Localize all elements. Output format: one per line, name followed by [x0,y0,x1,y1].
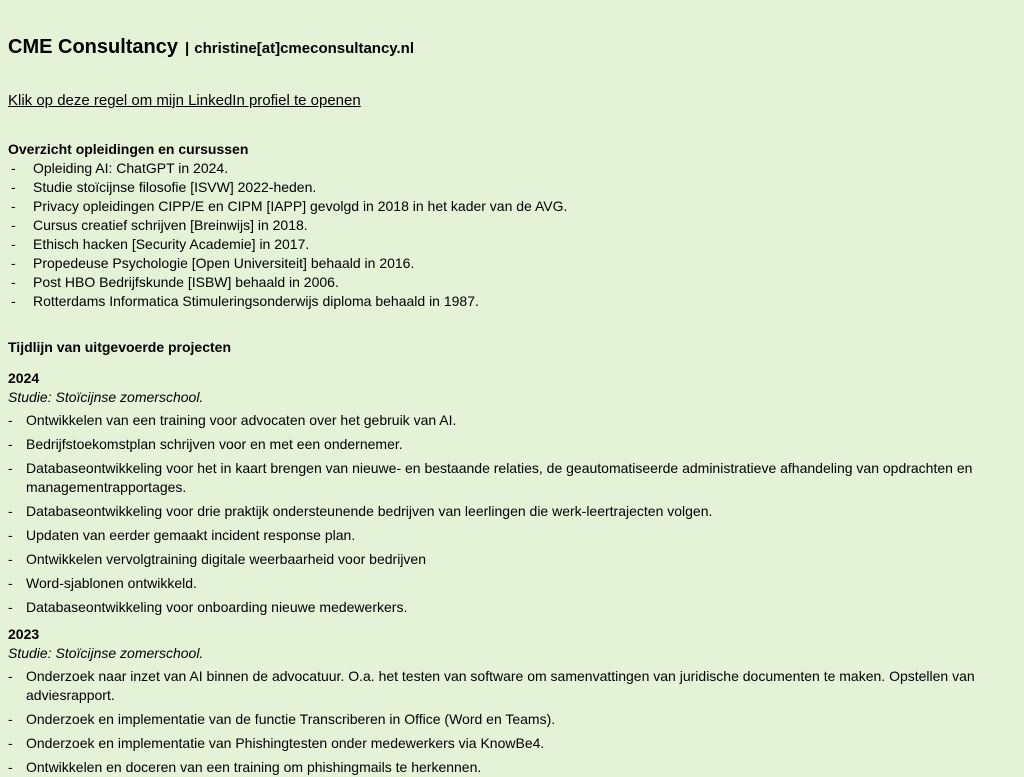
list-item-text: Post HBO Bedrijfskunde [ISBW] behaald in 2006. [33,274,339,290]
bullet-dash: - [8,759,13,775]
list-item [8,710,1016,729]
list-item-text: Propedeuse Psychologie [Open Universiteit] behaald in 2016. [33,255,415,271]
study-subtitle: Studie: Stoïcijnse zomerschool. [8,389,204,405]
list-item-text: Databaseontwikkeling voor onboarding nieuwe medewerkers. [26,599,408,615]
bullet-dash: - [8,735,13,751]
year-block-2023 [8,625,1016,777]
project-list-2024 [8,411,1016,617]
list-item-text: Studie stoïcijnse filosofie [ISVW] 2022-heden. [33,179,317,195]
education-list [8,159,1016,311]
bullet-dash: - [11,160,16,176]
list-item-text: Ethisch hacken [Security Academie] in 2017. [33,236,310,252]
list-item-text: Databaseontwikkeling voor het in kaart brengen van nieuwe- en bestaande relaties, de geautomatiseerde administratieve afhandeling van opdrachten en managementrapportages. [26,460,973,495]
list-item-text: Ontwikkelen vervolgtraining digitale weerbaarheid voor bedrijven [26,551,426,567]
list-item-text: Onderzoek en implementatie van de functie Transcriberen in Office (Word en Teams). [26,711,556,727]
list-item [8,216,1016,235]
list-item-text: Rotterdams Informatica Stimuleringsonderwijs diploma behaald in 1987. [33,293,479,309]
list-item [8,435,1016,454]
list-item-text: Cursus creatief schrijven [Breinwijs] in 2018. [33,217,308,233]
list-item-text: Updaten van eerder gemaakt incident response plan. [26,527,356,543]
list-item-text: Ontwikkelen van een training voor advocaten over het gebruik van AI. [26,412,457,428]
site-name: CME Consultancy [8,36,179,58]
section-heading-education: Overzicht opleidingen en cursussen [8,141,249,157]
bullet-dash: - [8,527,13,543]
section-heading-timeline: Tijdlijn van uitgevoerde projecten [8,339,232,355]
list-item-text: Databaseontwikkeling voor drie praktijk ondersteunende bedrijven van leerlingen die werk-leertrajecten volgen. [26,503,713,519]
list-item [8,459,1016,497]
bullet-dash: - [8,668,13,684]
list-item-text: Word-sjablonen ontwikkeld. [26,575,197,591]
list-item-text: Ontwikkelen en doceren van een training om phishingmails te herkennen. [26,759,482,775]
project-list-2023 [8,667,1016,777]
list-item-text: Bedrijfstoekomstplan schrijven voor en met een ondernemer. [26,436,403,452]
list-item [8,159,1016,178]
bullet-dash: - [11,274,16,290]
list-item [8,502,1016,521]
bullet-dash: - [11,198,16,214]
bullet-dash: - [11,179,16,195]
linkedin-link[interactable]: Klik op deze regel om mijn LinkedIn profiel te openen [8,92,361,109]
year-heading: 2024 [8,370,40,386]
year-heading: 2023 [8,626,40,642]
linkedin-line [8,91,1016,110]
bullet-dash: - [11,217,16,233]
list-item-text: Opleiding AI: ChatGPT in 2024. [33,160,229,176]
bullet-dash: - [11,293,16,309]
bullet-dash: - [8,551,13,567]
list-item [8,178,1016,197]
email-text: christine[at]cmeconsultancy.nl [194,40,415,57]
list-item [8,526,1016,545]
list-item [8,254,1016,273]
bullet-dash: - [8,599,13,615]
list-item-text: Onderzoek en implementatie van Phishingtesten onder medewerkers via KnowBe4. [26,735,545,751]
list-item [8,574,1016,593]
list-item [8,292,1016,311]
bullet-dash: - [8,460,13,476]
title-separator: | [185,40,190,57]
list-item [8,734,1016,753]
bullet-dash: - [8,436,13,452]
list-item [8,273,1016,292]
study-subtitle: Studie: Stoïcijnse zomerschool. [8,645,204,661]
list-item-text: Onderzoek naar inzet van AI binnen de advocatuur. O.a. het testen van software om samenvattingen van juridische documenten te maken. Opstellen van adviesrapport. [26,668,975,703]
list-item [8,235,1016,254]
list-item [8,197,1016,216]
list-item [8,550,1016,569]
bullet-dash: - [11,255,16,271]
bullet-dash: - [8,412,13,428]
bullet-dash: - [8,503,13,519]
bullet-dash: - [8,711,13,727]
list-item [8,598,1016,617]
list-item-text: Privacy opleidingen CIPP/E en CIPM [IAPP] gevolgd in 2018 in het kader van de AVG. [33,198,568,214]
list-item [8,667,1016,705]
year-block-2024 [8,369,1016,617]
list-item [8,411,1016,430]
page-title [8,29,1016,62]
bullet-dash: - [8,575,13,591]
bullet-dash: - [11,236,16,252]
